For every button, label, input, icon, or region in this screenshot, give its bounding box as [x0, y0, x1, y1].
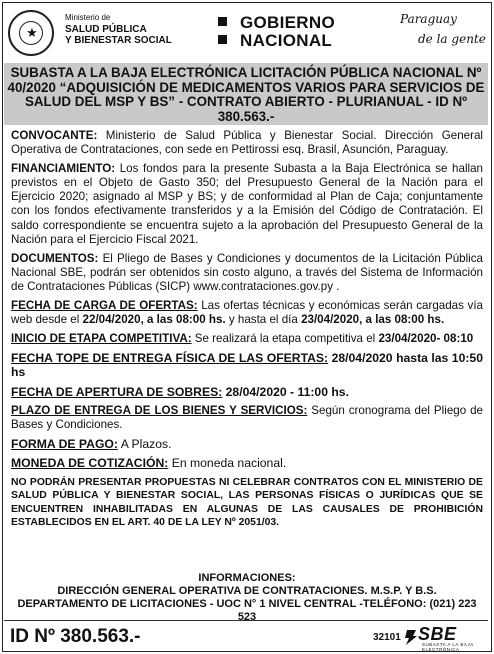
slogan-line1: Paraguay — [400, 12, 457, 26]
moneda-section: MONEDA DE COTIZACIÓN: En moneda nacional. — [11, 455, 287, 470]
financiamiento-section: FINANCIAMIENTO: Los fondos para la presente Subasta a la Baja Electrónica se hallan previstos en el Objeto de Gasto 350; del Presupuesto General de la Nación para el Ejercicio 2020; asignado al MSP y BS; y de conformidad al Plan de Caja; conjuntamente con los fondos efectivamente transferidos y a la Emisión del Código de Contratación. El saldo correspondiente se encuentra sujeto a la aprobación del Presupuesto General de la Nación para el Ejercicio Fiscal 2021. — [11, 162, 483, 246]
publication-code: 32101 — [373, 632, 401, 643]
ministry-name: SALUD PÚBLICA Y BIENESTAR SOCIAL — [65, 24, 172, 46]
etapa-section: INICIO DE ETAPA COMPETITIVA: Se realizará la etapa competitiva el 23/04/2020- 08:10 — [11, 332, 474, 346]
sbe-logo-icon — [404, 628, 418, 646]
convocante-section: CONVOCANTE: Ministerio de Salud Pública y Bienestar Social. Dirección General Operativa de Contrataciones, con sede en Pettirossi esq. Brasil, Asunción, Paraguay. — [11, 129, 483, 157]
gov-square-icon — [218, 17, 227, 26]
info-heading: INFORMACIONES: — [198, 572, 296, 584]
documentos-section: DOCUMENTOS: El Pliego de Bases y Condiciones y documentos de la Licitación Pública Nacional SBE, podrán ser obtenidos sin costo alguno, a través del Sistema de Información de Contrataciones Públicas (SICP) www.contrataciones.gov.py . — [11, 251, 483, 293]
sbe-brand-sub: SUBASTA A LA BAJA ELECTRÓNICA — [422, 642, 474, 652]
ministry-prefix: Ministerio de — [65, 13, 111, 22]
tender-id: ID Nº 380.563.- — [10, 626, 141, 647]
info-line2: DEPARTAMENTO DE LICITACIONES - UOC N° 1 NIVEL CENTRAL -TELÉFONO: (021) 223 523 — [17, 598, 477, 623]
gov-logo-line2: NACIONAL — [240, 31, 333, 50]
slogan-line2: de la gente — [418, 32, 486, 46]
notice-title: SUBASTA A LA BAJA ELECTRÓNICA LICITACIÓN PÚBLICA NACIONAL Nº 40/2020 “ADQUISICIÓN DE MEDICAMENTOS VARIOS PARA SERVICIOS DE SALUD DEL MSP Y BS” - CONTRATO ABIERTO - PLURIANUAL - ID Nº 380.563.- — [7, 65, 485, 124]
sbe-brand: SBE — [418, 624, 457, 644]
gov-logo-line1: GOBIERNO — [240, 13, 335, 32]
fecha-tope-section: FECHA TOPE DE ENTREGA FÍSICA DE LAS OFERTAS: 28/04/2020 hasta las 10:50 hs — [11, 351, 483, 380]
pago-section: FORMA DE PAGO: A Plazos. — [11, 436, 172, 451]
national-seal-icon: ★ — [8, 10, 54, 56]
plazo-section: PLAZO DE ENTREGA DE LOS BIENES Y SERVICIOS: Según cronograma del Pliego de Bases y Condiciones. — [11, 403, 483, 431]
notice-body — [11, 129, 483, 535]
info-block — [8, 572, 486, 624]
apertura-section: FECHA DE APERTURA DE SOBRES: 28/04/2020 - 11:00 hs. — [11, 384, 349, 399]
footer-divider — [4, 620, 488, 621]
gov-square-icon — [218, 35, 227, 44]
fecha-carga-section: FECHA DE CARGA DE OFERTAS: Las ofertas técnicas y económicas serán cargadas vía web desde el 22/04/2020, a las 08:00 hs. y hasta el día 23/04/2020, a las 08:00 hs. — [11, 299, 483, 327]
prohibition-notice: NO PODRÁN PRESENTAR PROPUESTAS NI CELEBRAR CONTRATOS CON EL MINISTERIO DE SALUD PÚBLICA Y BIENESTAR SOCIAL, LAS PERSONAS FÍSICAS O JURÍDICAS QUE SE ENCUENTREN INHABILITADAS EN ALGUNAS DE LAS CAUSALES DE PROHIBICIÓN ESTABLECIDOS EN EL ART. 40 DE LA LEY Nº 2051/03. — [11, 476, 483, 529]
info-line1: DIRECCIÓN GENERAL OPERATIVA DE CONTRATACIONES. M.S.P. Y B.S. — [57, 585, 437, 597]
